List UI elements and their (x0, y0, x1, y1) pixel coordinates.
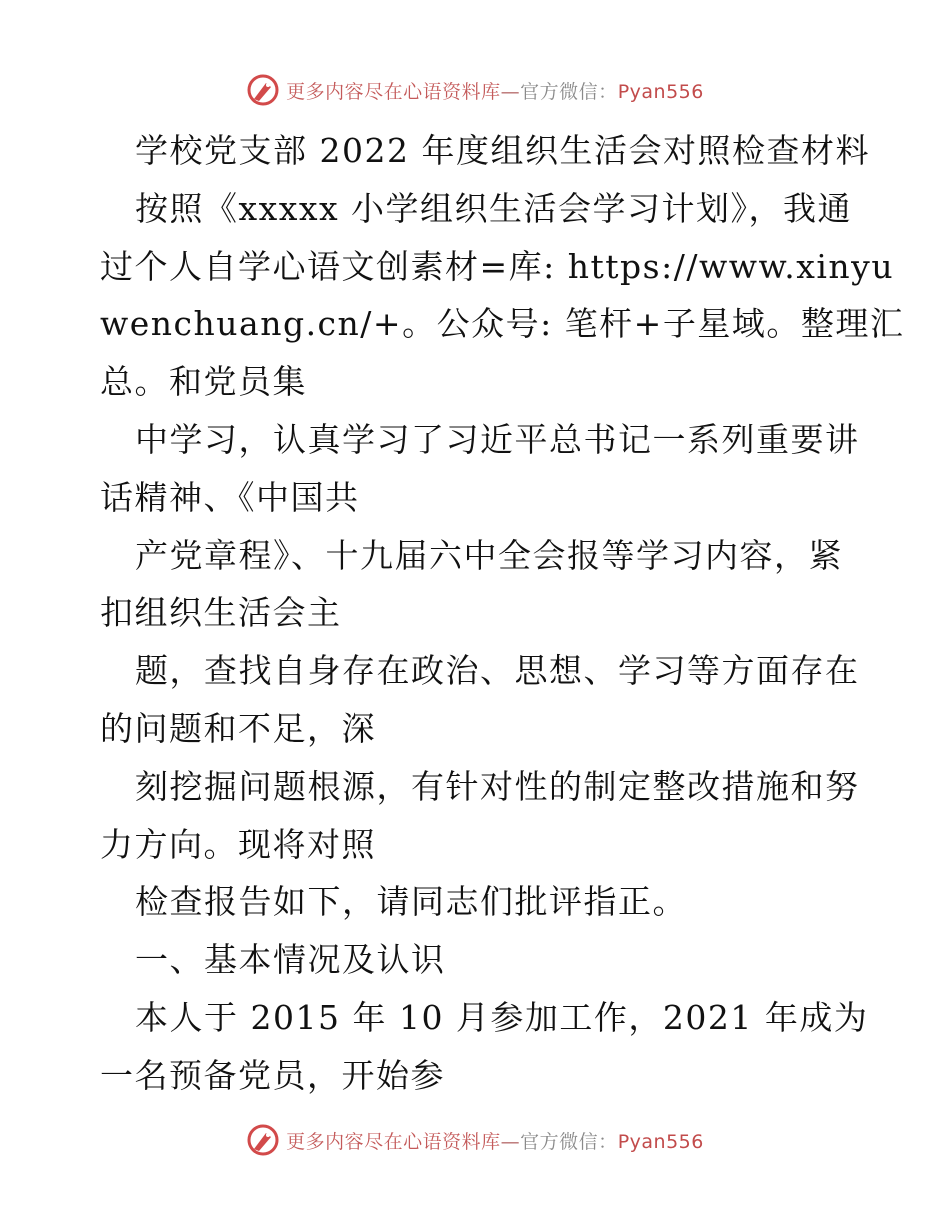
text-line: wenchuang.cn/+。公众号: 笔杆+子星域。整理汇 (100, 304, 905, 344)
text-line: 一名预备党员，开始参 (100, 1055, 445, 1095)
pen-logo-icon (246, 1123, 280, 1157)
footer-watermark (0, 1120, 950, 1160)
text-line: 按照《xxxxx 小学组织生活会学习计划》，我通 (135, 188, 853, 228)
watermark-wechat-id: Pyan556 (617, 80, 704, 103)
text-line: 一、基本情况及认识 (135, 940, 446, 980)
watermark-wechat-id: Pyan556 (617, 1130, 704, 1153)
watermark-label: 官方微信： (520, 1130, 618, 1153)
text-line: 刻挖掘问题根源，有针对性的制定整改措施和努 (135, 766, 860, 806)
text-line: 过个人自学心语文创素材=库: https://www.xinyu (100, 246, 895, 286)
watermark-site: 更多内容尽在心语资料库 (286, 80, 501, 103)
watermark-site: 更多内容尽在心语资料库 (286, 1130, 501, 1153)
document-title: 学校党支部 2022 年度组织生活会对照检查材料 (135, 131, 870, 170)
watermark-separator: — (500, 80, 521, 103)
text-line: 产党章程》、十九届六中全会报等学习内容，紧 (135, 535, 843, 575)
watermark-label: 官方微信： (520, 80, 618, 103)
text-line: 中学习，认真学习了习近平总书记一系列重要讲 (135, 419, 860, 459)
text-line: 检查报告如下，请同志们批评指正。 (135, 882, 687, 922)
text-line: 题，查找自身存在政治、思想、学习等方面存在 (135, 651, 860, 691)
header-watermark (0, 70, 950, 110)
text-line: 话精神、《中国共 (100, 477, 360, 517)
text-line: 总。和党员集 (100, 362, 307, 402)
watermark-separator: — (500, 1130, 521, 1153)
text-line: 本人于 2015 年 10 月参加工作，2021 年成为 (135, 997, 869, 1037)
watermark-text (286, 77, 704, 104)
text-line: 的问题和不足，深 (100, 708, 376, 748)
watermark-text (286, 1127, 704, 1154)
document-body (100, 122, 905, 1105)
pen-logo-icon (246, 73, 280, 107)
text-line: 扣组织生活会主 (100, 593, 342, 633)
text-line: 力方向。现将对照 (100, 824, 376, 864)
